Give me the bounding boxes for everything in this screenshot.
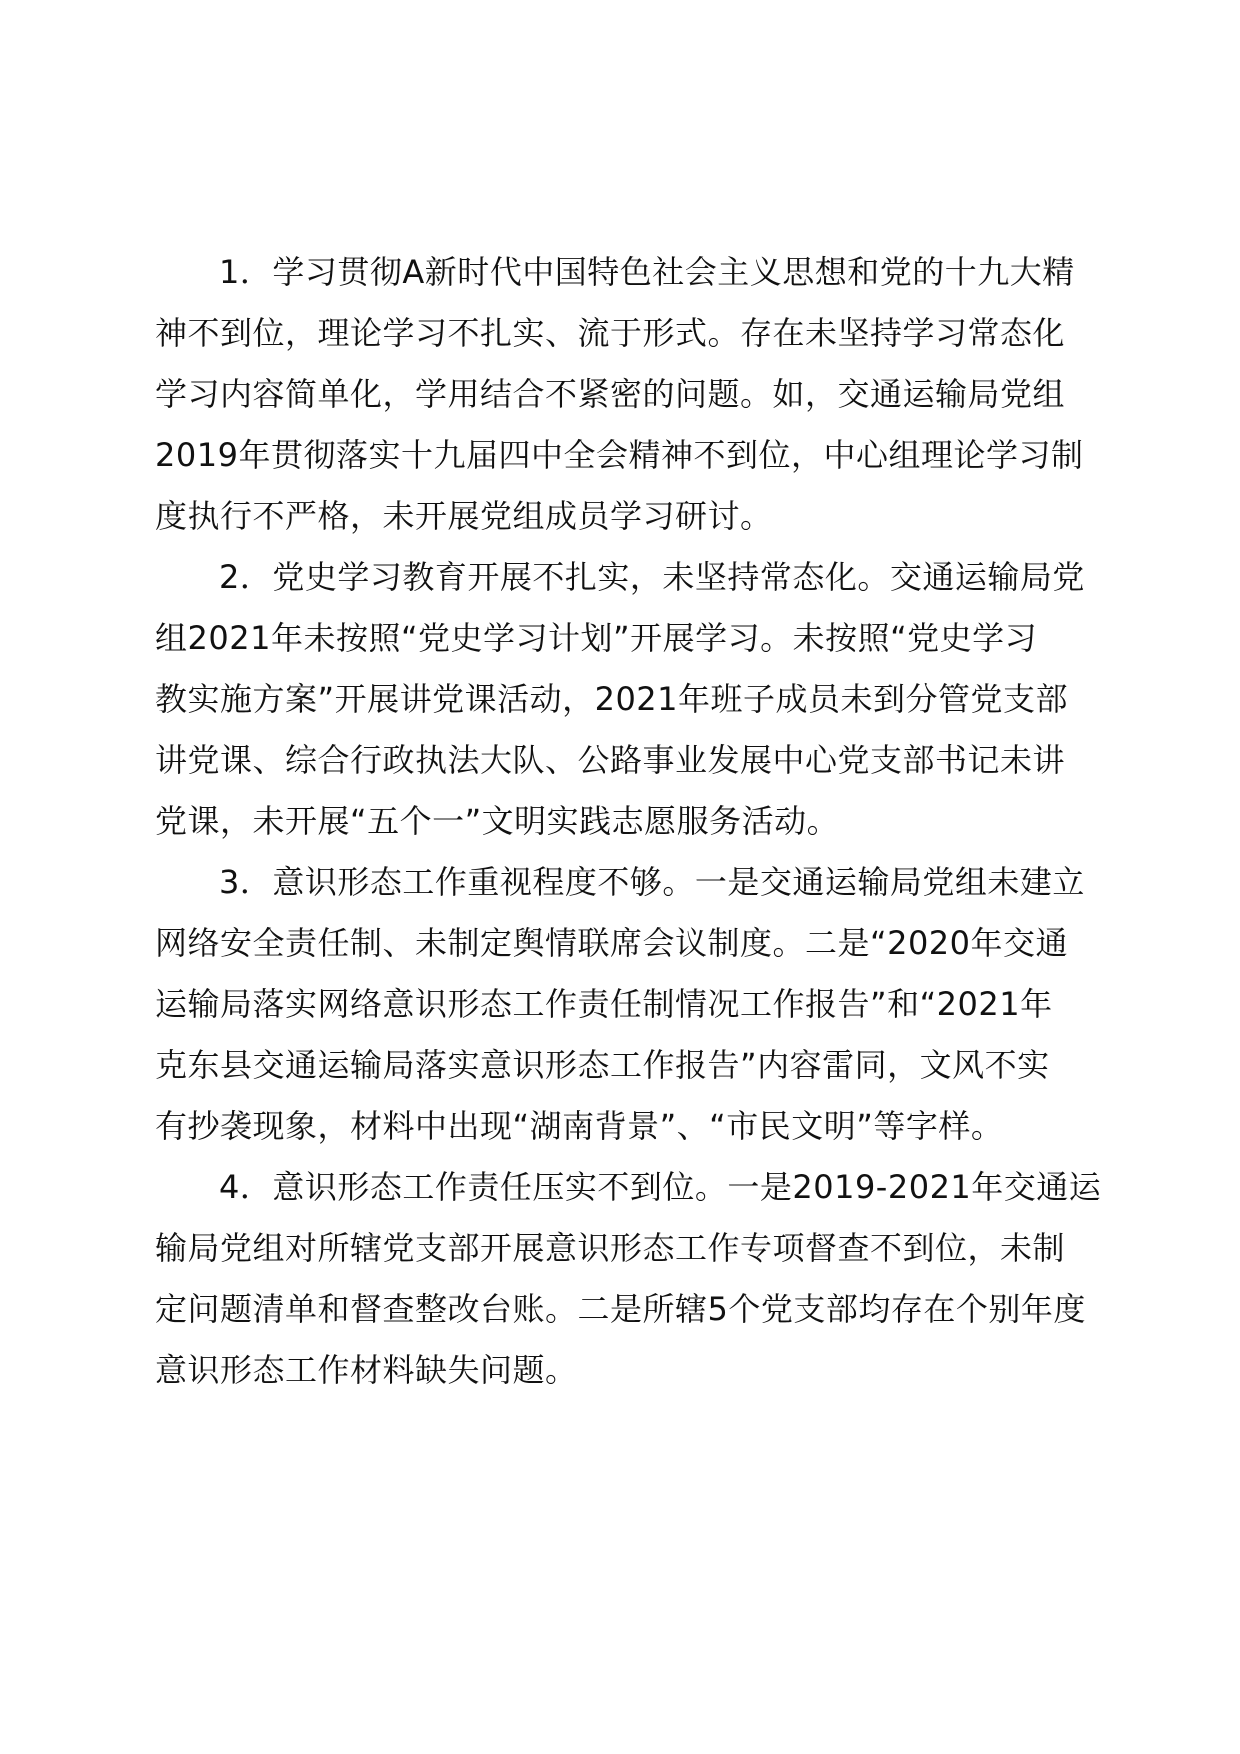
paragraph-line: 党课，未开展“五个一”文明实践志愿服务活动。: [155, 802, 840, 840]
paragraph-line: 克东县交通运输局落实意识形态工作报告”内容雷同，文风不实: [155, 1046, 1050, 1084]
paragraph-line: 2019年贯彻落实十九届四中全会精神不到位，中心组理论学习制: [155, 436, 1084, 474]
document-body: [155, 242, 1105, 1401]
paragraph-line: 度执行不严格，未开展党组成员学习研讨。: [155, 497, 773, 535]
paragraph-line: 输局党组对所辖党支部开展意识形态工作专项督查不到位，未制: [155, 1229, 1066, 1267]
paragraph-1: [155, 242, 1105, 547]
paragraph-line: 网络安全责任制、未制定舆情联席会议制度。二是“2020年交通: [155, 924, 1069, 962]
paragraph-line: 组2021年未按照“党史学习计划”开展学习。未按照“党史学习: [155, 619, 1038, 657]
paragraph-line: 意识形态工作材料缺失问题。: [155, 1351, 578, 1389]
paragraph-3: [155, 852, 1105, 1157]
paragraph-line: 4．意识形态工作责任压实不到位。一是2019-2021年交通运: [219, 1168, 1102, 1206]
paragraph-line: 学习内容简单化，学用结合不紧密的问题。如，交通运输局党组: [155, 375, 1066, 413]
paragraph-2: [155, 547, 1105, 852]
paragraph-line: 定问题清单和督查整改台账。二是所辖5个党支部均存在个别年度: [155, 1290, 1086, 1328]
paragraph-line: 有抄袭现象，材料中出现“湖南背景”、“市民文明”等字样。: [155, 1107, 1004, 1145]
paragraph-4: [155, 1157, 1105, 1401]
paragraph-line: 1．学习贯彻A新时代中国特色社会主义思想和党的十九大精: [219, 253, 1075, 291]
paragraph-line: 讲党课、综合行政执法大队、公路事业发展中心党支部书记未讲: [155, 741, 1066, 779]
paragraph-line: 3．意识形态工作重视程度不够。一是交通运输局党组未建立: [219, 863, 1085, 901]
paragraph-line: 2．党史学习教育开展不扎实，未坚持常态化。交通运输局党: [219, 558, 1085, 596]
paragraph-line: 神不到位，理论学习不扎实、流于形式。存在未坚持学习常态化: [155, 314, 1066, 352]
paragraph-line: 运输局落实网络意识形态工作责任制情况工作报告”和“2021年: [155, 985, 1053, 1023]
paragraph-line: 教实施方案”开展讲党课活动，2021年班子成员未到分管党支部: [155, 680, 1069, 718]
